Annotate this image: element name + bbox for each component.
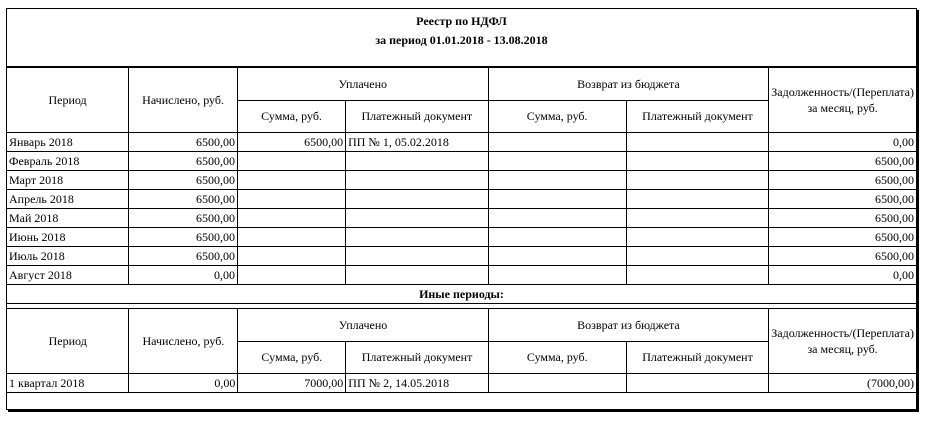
period-cell: Январь 2018 bbox=[7, 133, 129, 152]
report-period: за период 01.01.2018 - 13.08.2018 bbox=[375, 33, 548, 47]
paid-sum-cell bbox=[238, 190, 346, 209]
col-paid-doc: Платежный документ bbox=[346, 101, 488, 133]
refund-sum-cell bbox=[488, 247, 626, 266]
accrued-cell: 6500,00 bbox=[129, 133, 238, 152]
accrued-cell: 6500,00 bbox=[129, 152, 238, 171]
table-row bbox=[7, 247, 916, 266]
paid-sum-cell: 6500,00 bbox=[238, 133, 346, 152]
table-row bbox=[7, 133, 916, 152]
period-cell: Июль 2018 bbox=[7, 247, 129, 266]
other-table bbox=[7, 308, 916, 410]
table-row bbox=[7, 374, 916, 393]
refund-doc-cell bbox=[626, 209, 768, 228]
col-paid-sum: Сумма, руб. bbox=[238, 101, 346, 133]
other-col-refund-doc: Платежный документ bbox=[626, 342, 768, 374]
report-frame bbox=[6, 8, 917, 410]
paid-sum-cell bbox=[238, 247, 346, 266]
other-col-refund-sum: Сумма, руб. bbox=[488, 342, 626, 374]
refund-doc-cell bbox=[626, 152, 768, 171]
accrued-cell: 6500,00 bbox=[129, 247, 238, 266]
paid-sum-cell: 7000,00 bbox=[238, 374, 346, 393]
paid-doc-cell bbox=[346, 171, 488, 190]
paid-sum-cell bbox=[238, 266, 346, 285]
empty-row bbox=[7, 393, 916, 410]
other-col-refund: Возврат из бюджета bbox=[488, 309, 769, 342]
debt-cell: 6500,00 bbox=[769, 209, 916, 228]
debt-cell: 6500,00 bbox=[769, 228, 916, 247]
table-row bbox=[7, 171, 916, 190]
other-periods-row bbox=[7, 285, 916, 304]
col-period: Период bbox=[7, 68, 129, 133]
accrued-cell: 0,00 bbox=[129, 266, 238, 285]
period-cell: Март 2018 bbox=[7, 171, 129, 190]
refund-doc-cell bbox=[626, 266, 768, 285]
period-cell: Май 2018 bbox=[7, 209, 129, 228]
other-col-paid-sum: Сумма, руб. bbox=[238, 342, 346, 374]
other-periods-title: Иные периоды: bbox=[7, 285, 916, 304]
refund-sum-cell bbox=[488, 266, 626, 285]
paid-sum-cell bbox=[238, 171, 346, 190]
refund-sum-cell bbox=[488, 152, 626, 171]
period-cell: Апрель 2018 bbox=[7, 190, 129, 209]
table-row bbox=[7, 152, 916, 171]
refund-doc-cell bbox=[626, 190, 768, 209]
header-row-1 bbox=[7, 68, 916, 101]
debt-cell: 6500,00 bbox=[769, 171, 916, 190]
paid-doc-cell bbox=[346, 247, 488, 266]
other-col-debt: Задолженность/(Переплата) за месяц, руб. bbox=[769, 309, 916, 374]
period-cell: Февраль 2018 bbox=[7, 152, 129, 171]
report-title: Реестр по НДФЛ bbox=[416, 14, 507, 28]
period-cell: Август 2018 bbox=[7, 266, 129, 285]
debt-cell: (7000,00) bbox=[769, 374, 916, 393]
col-accrued: Начислено, руб. bbox=[129, 68, 238, 133]
refund-sum-cell bbox=[488, 374, 626, 393]
col-refund: Возврат из бюджета bbox=[488, 68, 769, 101]
period-cell: 1 квартал 2018 bbox=[7, 374, 129, 393]
col-refund-doc: Платежный документ bbox=[626, 101, 768, 133]
col-paid: Уплачено bbox=[238, 68, 489, 101]
col-debt: Задолженность/(Переплата) за месяц, руб. bbox=[769, 68, 916, 133]
refund-sum-cell bbox=[488, 209, 626, 228]
accrued-cell: 6500,00 bbox=[129, 228, 238, 247]
refund-doc-cell bbox=[626, 228, 768, 247]
period-cell: Июнь 2018 bbox=[7, 228, 129, 247]
paid-sum-cell bbox=[238, 228, 346, 247]
paid-doc-cell bbox=[346, 209, 488, 228]
refund-sum-cell bbox=[488, 190, 626, 209]
paid-sum-cell bbox=[238, 152, 346, 171]
table-row bbox=[7, 266, 916, 285]
paid-doc-cell bbox=[346, 190, 488, 209]
paid-doc-cell bbox=[346, 266, 488, 285]
paid-doc-cell: ПП № 2, 14.05.2018 bbox=[346, 374, 488, 393]
accrued-cell: 6500,00 bbox=[129, 190, 238, 209]
debt-cell: 6500,00 bbox=[769, 247, 916, 266]
table-row bbox=[7, 228, 916, 247]
accrued-cell: 6500,00 bbox=[129, 209, 238, 228]
other-col-accrued: Начислено, руб. bbox=[129, 309, 238, 374]
accrued-cell: 6500,00 bbox=[129, 171, 238, 190]
refund-doc-cell bbox=[626, 133, 768, 152]
paid-doc-cell bbox=[346, 152, 488, 171]
paid-sum-cell bbox=[238, 209, 346, 228]
paid-doc-cell: ПП № 1, 05.02.2018 bbox=[346, 133, 488, 152]
main-table bbox=[7, 67, 916, 304]
accrued-cell: 0,00 bbox=[129, 374, 238, 393]
debt-cell: 6500,00 bbox=[769, 152, 916, 171]
report-header bbox=[7, 9, 916, 67]
refund-doc-cell bbox=[626, 247, 768, 266]
other-header-row-1 bbox=[7, 309, 916, 342]
other-col-period: Период bbox=[7, 309, 129, 374]
refund-sum-cell bbox=[488, 133, 626, 152]
refund-sum-cell bbox=[488, 171, 626, 190]
other-col-paid-doc: Платежный документ bbox=[346, 342, 488, 374]
refund-doc-cell bbox=[626, 171, 768, 190]
col-refund-sum: Сумма, руб. bbox=[488, 101, 626, 133]
refund-doc-cell bbox=[626, 374, 768, 393]
other-col-paid: Уплачено bbox=[238, 309, 488, 342]
paid-doc-cell bbox=[346, 228, 488, 247]
table-row bbox=[7, 209, 916, 228]
debt-cell: 0,00 bbox=[769, 133, 916, 152]
refund-sum-cell bbox=[488, 228, 626, 247]
table-row bbox=[7, 190, 916, 209]
debt-cell: 0,00 bbox=[769, 266, 916, 285]
debt-cell: 6500,00 bbox=[769, 190, 916, 209]
